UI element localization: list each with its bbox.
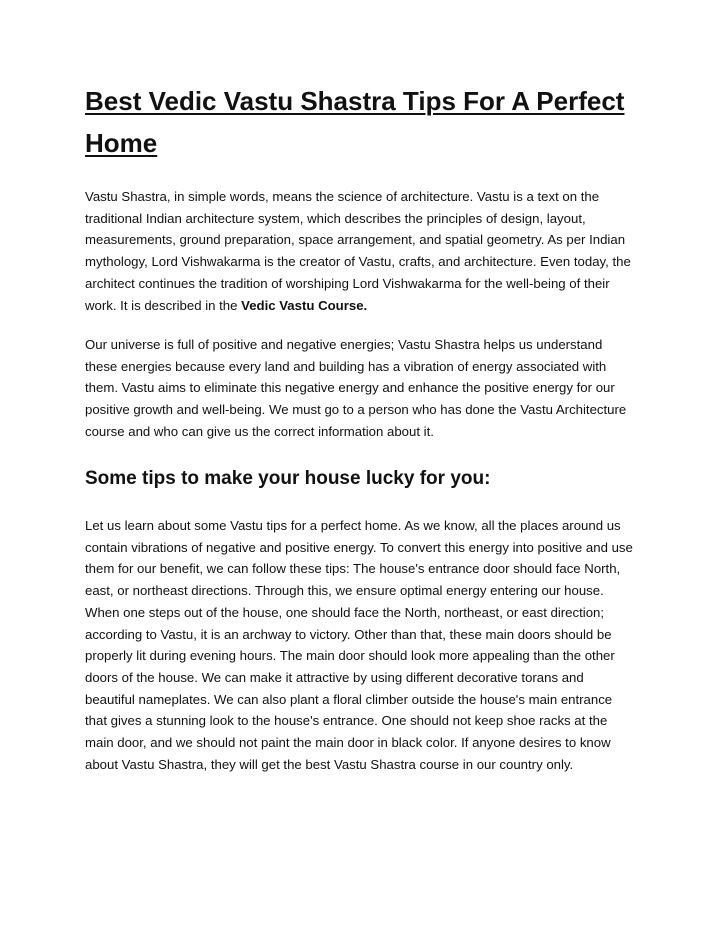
intro-paragraph <box>85 186 635 316</box>
energies-paragraph: Our universe is full of positive and negative energies; Vastu Shastra helps us understand these energies because every land and building has a vibration of energy associated with them. Vastu aims to eliminate this negative energy and enhance the positive energy for our positive growth and well-being. We must go to a person who has done the Vastu Architecture course and who can give us the correct information about it. <box>85 337 627 439</box>
tips-paragraph: Let us learn about some Vastu tips for a perfect home. As we know, all the places around us contain vibrations of negative and positive energy. To convert this energy into positive and use them for our benefit, we can follow these tips: The house's entrance door should face North, east, or northeast directions. Through this, we ensure optimal energy entering our house. When one steps out of the house, one should face the North, northeast, or east direction; according to Vastu, it is an archway to victory. Other than that, these main doors should be properly lit during evening hours. The main door should look more appealing than the other doors of the house. We can make it attractive by using different decorative torans and beautiful nameplates. We can also plant a floral climber outside the house's main entrance that gives a stunning look to the house's entrance. One should not keep shoe racks at the main door, and we should not paint the main door in black color. If anyone desires to know about Vastu Shastra, they will get the best Vastu Shastra course in our country only. <box>85 518 633 772</box>
vedic-vastu-course-text: Vedic Vastu Course. <box>241 297 368 313</box>
page-title: Best Vedic Vastu Shastra Tips For A Perfect Home <box>85 86 625 158</box>
intro-paragraph-text: Vastu Shastra, in simple words, means the science of architecture. Vastu is a text on the traditional Indian architecture system, which describes the principles of design, layout, measurements, ground preparation, space arrangement, and spatial geometry. As per Indian mythology, Lord Vishwakarma is the creator of Vastu, crafts, and architecture. Even today, the architect continues the tradition of worshiping Lord Vishwakarma for the well-being of their work. It is described in the <box>85 189 631 313</box>
section-heading: Some tips to make your house lucky for you: <box>85 468 491 489</box>
